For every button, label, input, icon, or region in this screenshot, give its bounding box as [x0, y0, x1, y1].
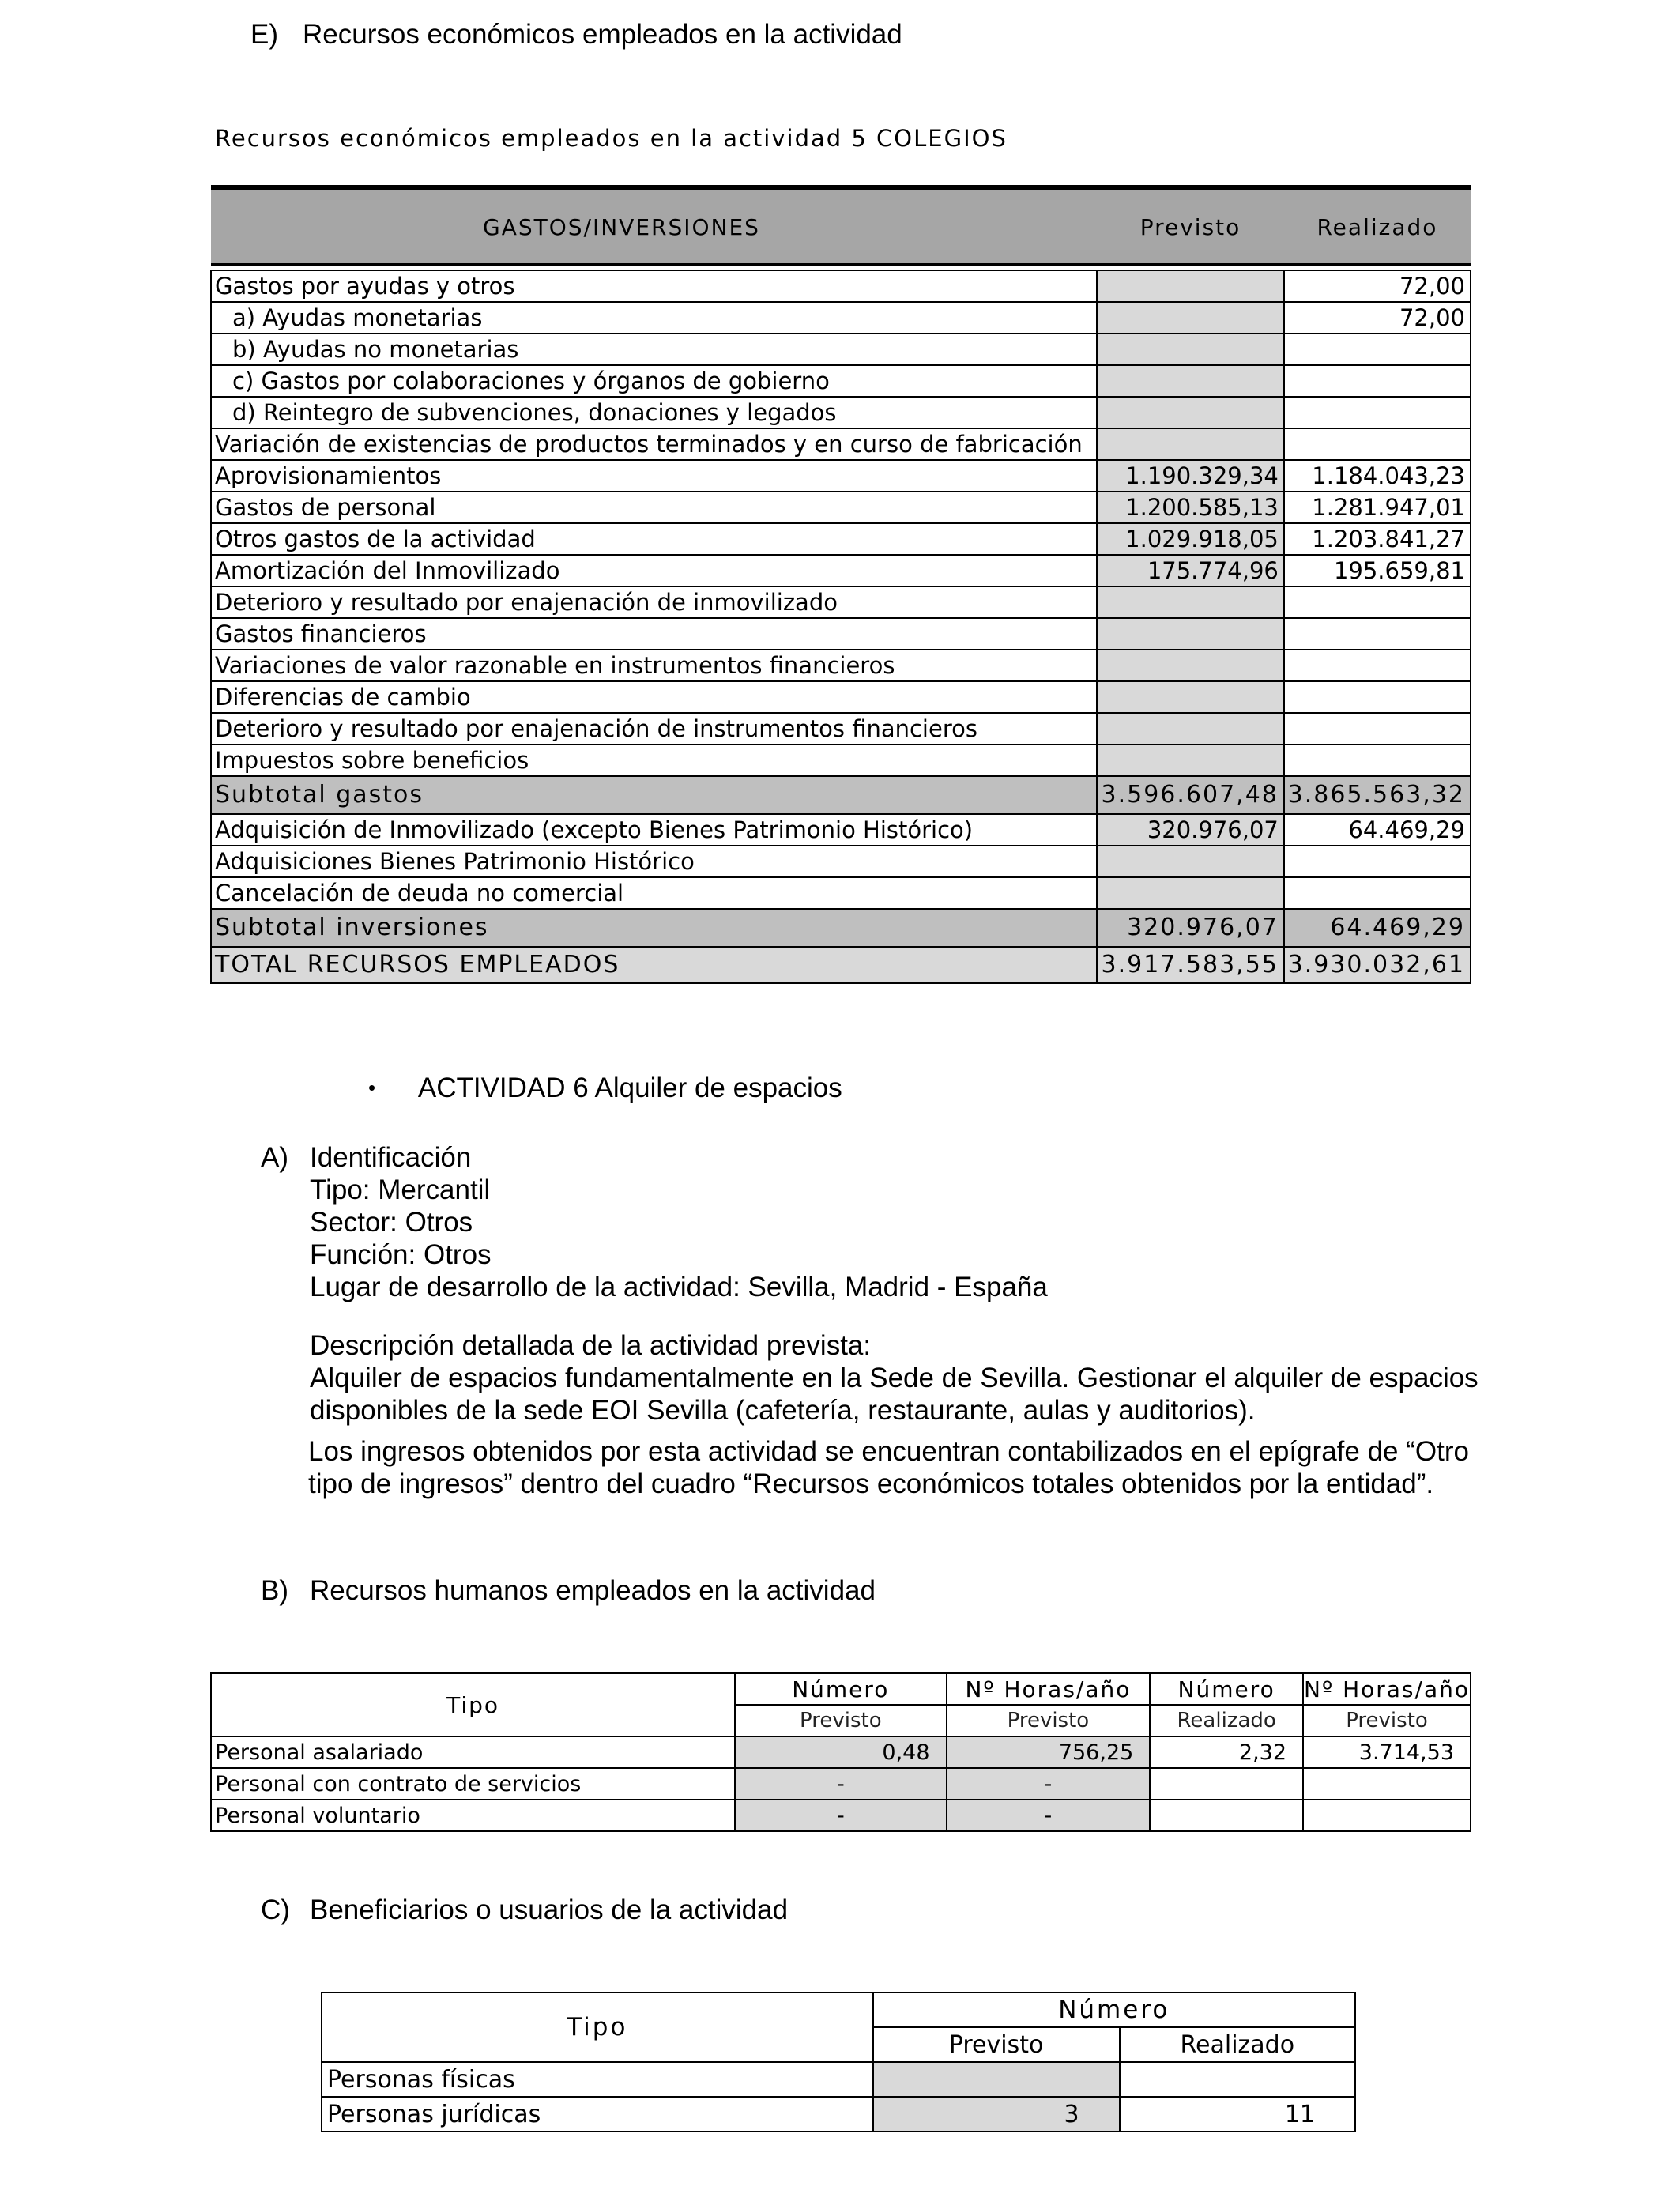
- row-value: [1150, 1800, 1303, 1831]
- row-label: Gastos por ayudas y otros: [211, 270, 1097, 302]
- row-label: Variación de existencias de productos terminados y en curso de fabricación: [211, 428, 1097, 460]
- t2-col-subheader: Previsto: [735, 1705, 946, 1736]
- row-previsto: [1097, 302, 1284, 334]
- row-previsto: [1097, 270, 1284, 302]
- table1-header-row: [211, 188, 1471, 266]
- row-realizado: [1284, 586, 1471, 618]
- t2-col-header: Nº Horas/año: [1303, 1673, 1471, 1705]
- t3-realizado-header: Realizado: [1120, 2027, 1355, 2062]
- row-value: [1303, 1768, 1471, 1800]
- row-realizado: [1284, 713, 1471, 745]
- row-label: Aprovisionamientos: [211, 460, 1097, 492]
- row-previsto: 1.200.585,13: [1097, 492, 1284, 523]
- lugar-text: Lugar de desarrollo de la actividad: Sevilla, Madrid - España: [310, 1272, 1048, 1302]
- row-label: Amortización del Inmovilizado: [211, 555, 1097, 586]
- table-row: [211, 650, 1471, 681]
- t2-col-subheader: Realizado: [1150, 1705, 1303, 1736]
- row-value: [1150, 1768, 1303, 1800]
- row-realizado: 72,00: [1284, 270, 1471, 302]
- table-row: [211, 713, 1471, 745]
- row-previsto: [1097, 846, 1284, 877]
- table-row: [322, 2097, 1355, 2132]
- t2-tipo-header: Tipo: [211, 1673, 735, 1736]
- table-row: [211, 460, 1471, 492]
- t2-col-header: Nº Horas/año: [947, 1673, 1151, 1705]
- table-row: [211, 947, 1471, 983]
- section-b-letter: B): [261, 1575, 288, 1606]
- row-value: -: [735, 1800, 946, 1831]
- row-previsto: [1097, 745, 1284, 776]
- row-previsto: [1097, 428, 1284, 460]
- table-row: [211, 745, 1471, 776]
- row-value: -: [947, 1800, 1151, 1831]
- header-previsto: Previsto: [1097, 188, 1284, 266]
- human-resources-table: [210, 1672, 1471, 1832]
- table-row: [211, 681, 1471, 713]
- row-realizado: [1284, 745, 1471, 776]
- description-line-1: Alquiler de espacios fundamentalmente en la Sede de Sevilla. Gestionar el alquiler de espacios: [310, 1363, 1478, 1393]
- row-previsto: 320.976,07: [1097, 909, 1284, 947]
- row-realizado: 72,00: [1284, 302, 1471, 334]
- table-row: [211, 1736, 1471, 1768]
- t3-numero-header: Número: [873, 1992, 1355, 2027]
- section-b-title: Recursos humanos empleados en la actividad: [310, 1575, 876, 1606]
- description-line-2: disponibles de la sede EOI Sevilla (cafetería, restaurante, aulas y auditorios).: [310, 1395, 1256, 1426]
- note-line-2: tipo de ingresos” dentro del cuadro “Recursos económicos totales obtenidos por la entidad”.: [308, 1468, 1434, 1499]
- table-row: [211, 492, 1471, 523]
- row-realizado: 64.469,29: [1284, 814, 1471, 846]
- section-c-title: Beneficiarios o usuarios de la actividad: [310, 1894, 789, 1925]
- row-realizado: [1284, 428, 1471, 460]
- row-previsto: [1097, 334, 1284, 365]
- table-row: [211, 909, 1471, 947]
- row-label: Adquisición de Inmovilizado (excepto Bienes Patrimonio Histórico): [211, 814, 1097, 846]
- row-previsto: [873, 2062, 1120, 2097]
- row-previsto: [1097, 650, 1284, 681]
- section-a-title: Identificación: [310, 1142, 472, 1173]
- row-realizado: [1284, 650, 1471, 681]
- table-row: [211, 555, 1471, 586]
- t2-col-header: Número: [1150, 1673, 1303, 1705]
- row-realizado: [1284, 365, 1471, 397]
- sector-text: Sector: Otros: [310, 1207, 473, 1238]
- row-previsto: 1.190.329,34: [1097, 460, 1284, 492]
- row-previsto: 320.976,07: [1097, 814, 1284, 846]
- row-previsto: 3.596.607,48: [1097, 776, 1284, 814]
- row-label: Subtotal gastos: [211, 776, 1097, 814]
- table-row: [211, 270, 1471, 302]
- row-previsto: 1.029.918,05: [1097, 523, 1284, 555]
- table-row: [211, 523, 1471, 555]
- table-row: [211, 814, 1471, 846]
- row-value: -: [947, 1768, 1151, 1800]
- row-previsto: [1097, 397, 1284, 428]
- row-value: 2,32: [1150, 1736, 1303, 1768]
- row-previsto: 3: [873, 2097, 1120, 2132]
- row-value: 756,25: [947, 1736, 1151, 1768]
- row-label: Diferencias de cambio: [211, 681, 1097, 713]
- row-previsto: [1097, 365, 1284, 397]
- row-label: Personal asalariado: [211, 1736, 735, 1768]
- row-previsto: [1097, 618, 1284, 650]
- row-realizado: 195.659,81: [1284, 555, 1471, 586]
- row-realizado: 3.865.563,32: [1284, 776, 1471, 814]
- table-row: [211, 846, 1471, 877]
- t3-previsto-header: Previsto: [873, 2027, 1120, 2062]
- row-realizado: 64.469,29: [1284, 909, 1471, 947]
- section-a-letter: A): [261, 1142, 288, 1173]
- row-label: Adquisiciones Bienes Patrimonio Histórico: [211, 846, 1097, 877]
- row-value: [1303, 1800, 1471, 1831]
- section-b-heading: [261, 1575, 876, 1607]
- table-row: [211, 618, 1471, 650]
- row-label: d) Reintegro de subvenciones, donaciones y legados: [211, 397, 1097, 428]
- header-gastos-inversiones: GASTOS/INVERSIONES: [211, 188, 1097, 266]
- table-row: [211, 334, 1471, 365]
- row-realizado: [1284, 397, 1471, 428]
- row-realizado: [1284, 846, 1471, 877]
- row-previsto: 175.774,96: [1097, 555, 1284, 586]
- row-realizado: [1284, 334, 1471, 365]
- row-label: Impuestos sobre beneficios: [211, 745, 1097, 776]
- table-row: [211, 365, 1471, 397]
- economic-resources-table: [210, 185, 1471, 984]
- row-label: Deterioro y resultado por enajenación de inmovilizado: [211, 586, 1097, 618]
- table1-caption: Recursos económicos empleados en la actividad 5 COLEGIOS: [215, 125, 1008, 152]
- row-label: TOTAL RECURSOS EMPLEADOS: [211, 947, 1097, 983]
- section-e-heading: [250, 19, 902, 51]
- table-row: [211, 397, 1471, 428]
- table-row: [211, 302, 1471, 334]
- row-realizado: [1120, 2062, 1355, 2097]
- table-row: [211, 1800, 1471, 1831]
- row-realizado: 1.184.043,23: [1284, 460, 1471, 492]
- row-realizado: 3.930.032,61: [1284, 947, 1471, 983]
- section-a: [261, 1141, 1478, 1500]
- row-realizado: 11: [1120, 2097, 1355, 2132]
- row-value: -: [735, 1768, 946, 1800]
- table-row: [322, 2062, 1355, 2097]
- tipo-text: Tipo: Mercantil: [310, 1174, 491, 1205]
- activity6-title: ACTIVIDAD 6 Alquiler de espacios: [417, 1072, 842, 1103]
- row-label: a) Ayudas monetarias: [211, 302, 1097, 334]
- row-realizado: [1284, 681, 1471, 713]
- row-previsto: [1097, 877, 1284, 909]
- row-realizado: 1.281.947,01: [1284, 492, 1471, 523]
- table-row: [211, 428, 1471, 460]
- row-previsto: [1097, 681, 1284, 713]
- section-c-heading: [261, 1894, 788, 1926]
- row-realizado: 1.203.841,27: [1284, 523, 1471, 555]
- row-label: Subtotal inversiones: [211, 909, 1097, 947]
- activity6-heading: [368, 1072, 842, 1104]
- row-label: Deterioro y resultado por enajenación de instrumentos financieros: [211, 713, 1097, 745]
- row-label: Personal voluntario: [211, 1800, 735, 1831]
- note-line-1: Los ingresos obtenidos por esta actividad se encuentran contabilizados en el epígrafe de “Otro: [308, 1436, 1469, 1467]
- t2-col-subheader: Previsto: [1303, 1705, 1471, 1736]
- funcion-text: Función: Otros: [310, 1239, 492, 1270]
- row-label: c) Gastos por colaboraciones y órganos de gobierno: [211, 365, 1097, 397]
- row-label: Gastos de personal: [211, 492, 1097, 523]
- bullet-icon: •: [368, 1076, 376, 1099]
- row-previsto: [1097, 713, 1284, 745]
- section-e-title: Recursos económicos empleados en la actividad: [303, 19, 902, 50]
- t2-col-header: Número: [735, 1673, 946, 1705]
- row-label: Personas jurídicas: [322, 2097, 873, 2132]
- row-label: Personas físicas: [322, 2062, 873, 2097]
- row-value: 0,48: [735, 1736, 946, 1768]
- row-realizado: [1284, 618, 1471, 650]
- row-previsto: 3.917.583,55: [1097, 947, 1284, 983]
- row-label: Variaciones de valor razonable en instrumentos financieros: [211, 650, 1097, 681]
- section-c-letter: C): [261, 1894, 290, 1925]
- header-realizado: Realizado: [1284, 188, 1471, 266]
- row-label: Cancelación de deuda no comercial: [211, 877, 1097, 909]
- row-label: Personal con contrato de servicios: [211, 1768, 735, 1800]
- table-row: [211, 1768, 1471, 1800]
- row-previsto: [1097, 586, 1284, 618]
- description-title: Descripción detallada de la actividad prevista:: [310, 1330, 872, 1361]
- row-value: 3.714,53: [1303, 1736, 1471, 1768]
- t3-tipo-header: Tipo: [322, 1992, 873, 2062]
- beneficiaries-table: [321, 1992, 1356, 2132]
- section-e-letter: E): [250, 19, 278, 50]
- row-realizado: [1284, 877, 1471, 909]
- table-row: [211, 776, 1471, 814]
- row-label: Otros gastos de la actividad: [211, 523, 1097, 555]
- row-label: b) Ayudas no monetarias: [211, 334, 1097, 365]
- table-row: [211, 877, 1471, 909]
- row-label: Gastos financieros: [211, 618, 1097, 650]
- t2-col-subheader: Previsto: [947, 1705, 1151, 1736]
- table-row: [211, 586, 1471, 618]
